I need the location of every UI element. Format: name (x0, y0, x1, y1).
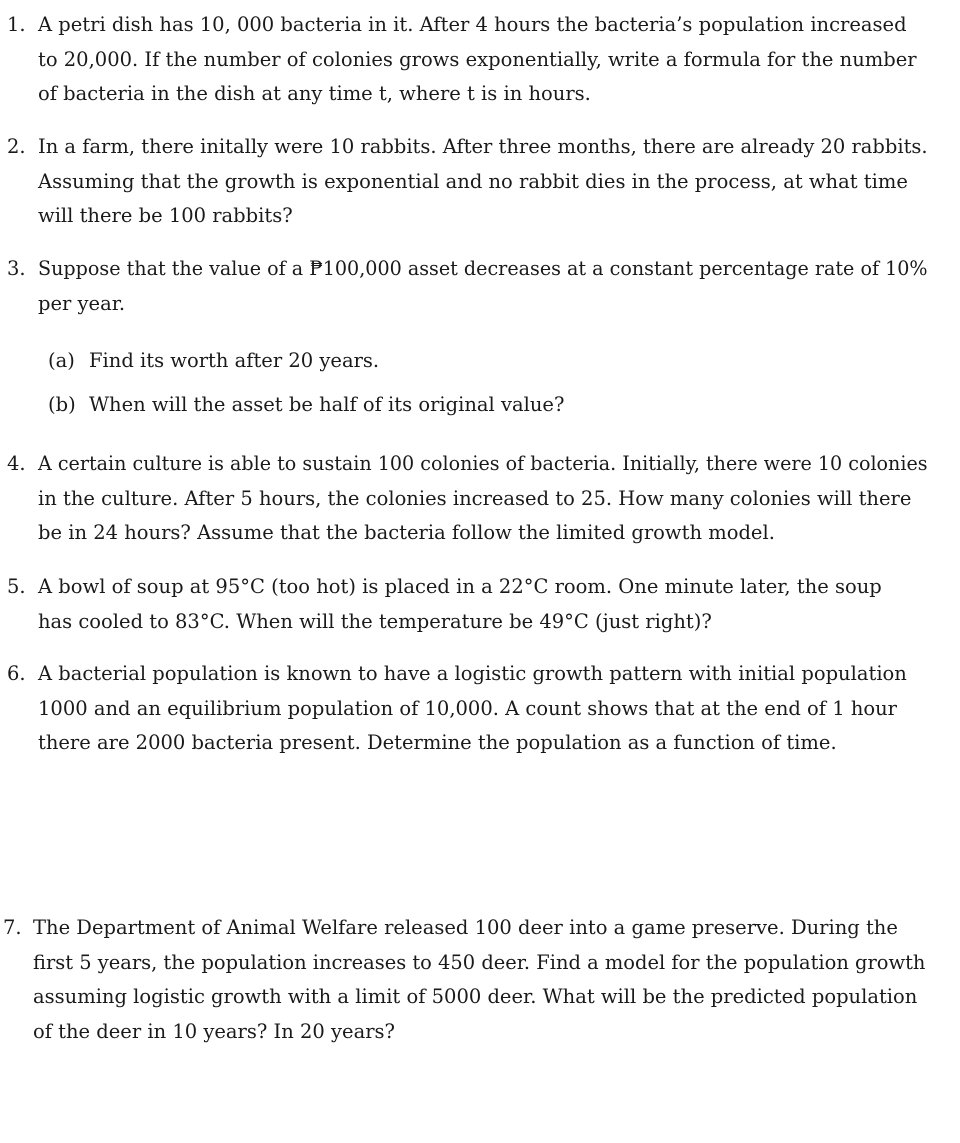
problem-line: to 20,000. If the number of colonies grows exponentially, write a formula for the number (38, 47, 917, 71)
problem-number: 2. (7, 135, 26, 158)
problem-text (38, 657, 928, 761)
problem-number: 7. (3, 916, 22, 939)
problem-text (33, 911, 925, 1049)
problem-line: in the culture. After 5 hours, the colonies increased to 25. How many colonies will there (38, 486, 912, 510)
problem-line: A bowl of soup at 95°C (too hot) is placed in a 22°C room. One minute later, the soup (38, 575, 882, 598)
problem-line: first 5 years, the population increases to 450 deer. Find a model for the population growth (33, 950, 926, 974)
problem-text (38, 252, 928, 321)
problem-line: In a farm, there initally were 10 rabbits. After three months, there are already 20 rabbits. (38, 135, 928, 158)
problem-number: 4. (7, 452, 26, 475)
problem-text (38, 8, 928, 112)
problem-line: A bacterial population is known to have a logistic growth pattern with initial population (38, 662, 907, 685)
problem-number: 6. (7, 662, 26, 685)
problem-number: 5. (7, 575, 26, 598)
problem-line: there are 2000 bacteria present. Determine the population as a function of time. (38, 731, 837, 754)
part-text: Find its worth after 20 years. (89, 349, 380, 372)
problem-line: per year. (38, 291, 126, 315)
problem-number: 3. (7, 257, 26, 280)
part-text: When will the asset be half of its original value? (89, 393, 565, 416)
problem-text (38, 447, 928, 551)
problem-line: assuming logistic growth with a limit of 5000 deer. What will be the predicted population (33, 985, 918, 1008)
problem-line: be in 24 hours? Assume that the bacteria follow the limited growth model. (38, 521, 775, 544)
problem-line: Assuming that the growth is exponential and no rabbit dies in the process, at what time (38, 169, 908, 193)
problem-line: of the deer in 10 years? In 20 years? (33, 1019, 395, 1043)
problem-text (38, 130, 928, 234)
problem-number: 1. (7, 13, 26, 36)
problem-line: A petri dish has 10, 000 bacteria in it. After 4 hours the bacteria’s population increased (38, 13, 907, 36)
part-label: (a) (48, 349, 75, 372)
problem-line: The Department of Animal Welfare released 100 deer into a game preserve. During the (33, 916, 898, 939)
problem-line: of bacteria in the dish at any time t, where t is in hours. (38, 82, 591, 105)
problem-line: has cooled to 83°C. When will the temperature be 49°C (just right)? (38, 609, 712, 633)
problem-text (38, 570, 928, 639)
problem-line: will there be 100 rabbits? (38, 204, 293, 227)
part-label: (b) (48, 393, 76, 416)
problem-line: Suppose that the value of a ₱100,000 asset decreases at a constant percentage rate of 10% (38, 257, 928, 280)
problem-line: A certain culture is able to sustain 100 colonies of bacteria. Initially, there were 10 colonies (38, 452, 928, 475)
problem-line: 1000 and an equilibrium population of 10,000. A count shows that at the end of 1 hour (38, 696, 897, 720)
